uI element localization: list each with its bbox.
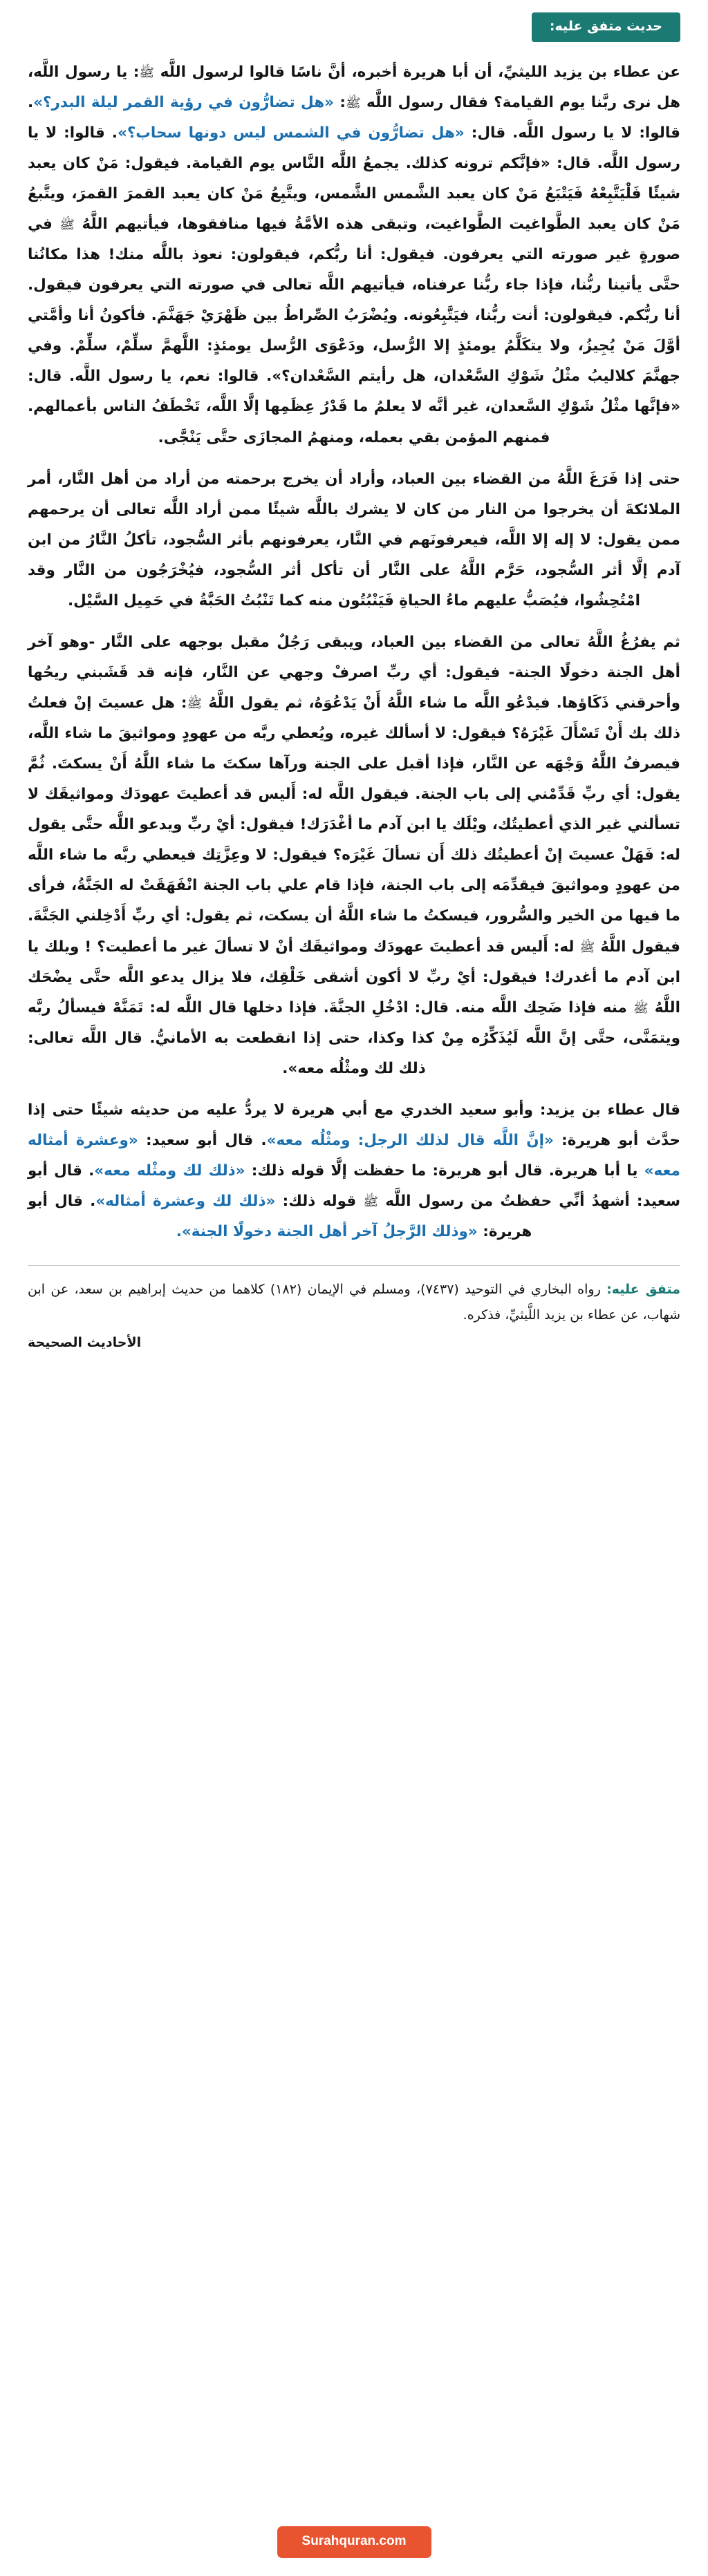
text-run: :: [334, 93, 346, 111]
sallallahu-alayhi-wasallam-symbol: ﷺ: [633, 1001, 649, 1016]
highlighted-phrase: «ذلك لك وعشرة أمثاله»: [95, 1193, 276, 1211]
hadith-grade-badge: حديث متفق عليه:: [532, 12, 680, 42]
header-bar: [0, 0, 708, 42]
text-run: عن عطاء بن يزيد الليثيِّ، أن أبا هريرة أخبره، أنَّ ناسًا قالوا لرسول اللَّه: [154, 63, 680, 81]
text-run: . قال أبو سعيد:: [138, 1131, 267, 1149]
hadith-body: [0, 42, 708, 1247]
highlighted-phrase: «ذلك لك ومثْله معه»: [94, 1162, 245, 1180]
sallallahu-alayhi-wasallam-symbol: ﷺ: [139, 65, 155, 80]
text-run: : هل عسيتَ إنْ فعلتُ ذلك بك أَنْ تَسْأَلَ غَيْرَهُ؟ فيقول: لا أسألك غيره، ويُعطي ربَّه من عهودٍ ومواثيقَ ما شاء اللَّه، فيصرفُ اللَّهُ وَجْهَه عن النَّار، فإذا أقبل على الجنة ورآها سكتَ ما شاء اللَّهُ أَنْ يسكتَ. ثُمَّ يقول: أي ربِّ قَدِّمْني إلى باب الجنة. فيقول اللَّه له: أَليس قد أعطيتَ عهودَك ومواثيقَك لا تسألني غير الذي أعطيتُك، ويْلَك يا ابن آدم ما أغْدَرَك! فيقول: أيْ ربِّ ويدعو اللَّه حتَّى يقول له: فَهَلْ عسيتَ إنْ أعطيتُك ذلك أَن تسألَ غَيْرَه؟ فيقول: لا وعِزَّتِك فيعطي ربَّه ما شاء اللَّه من عهودٍ ومواثيقَ فيقدِّمَه إلى باب الجنة، فإذا قام علي باب الجنة انْفَهَقَتْ له الجَنَّةُ، فرأى ما فيها من الخير والسُّرور، فيسكتُ ما شاء اللَّهُ أن يسكت، ثم يقول: أي ربِّ أَدْخِلني الجَنَّةَ. فيقول اللَّهُ: [28, 694, 680, 956]
collection-label: الأحاديث الصحيحة: [28, 1335, 142, 1351]
takhreej-source: [0, 1266, 708, 1328]
takhreej-label: متفق عليه:: [606, 1282, 680, 1298]
text-run: ثم يفرُغُ اللَّهُ تعالى من القضاء بين العباد، ويبقى رَجُلٌ مقبل بوجهه على النَّار -وهو آخر أهل الجنة دخولًا الجنة- فيقول: أي ربِّ اصرفْ وجهي عن النَّار، فإنه قد قَشَبني ريحُها وأحرقني ذَكَاؤها. فيدْعُو اللَّه ما شاء اللَّهُ أَنْ يَدْعُوَهُ، ثم يقول اللَّهُ: [28, 633, 680, 712]
highlighted-phrase: «هل تضارُّون في الشمس ليس دونها سحاب؟»: [117, 124, 465, 142]
text-run: يا أبا هريرة. قال أبو هريرة: ما حفظت إلَّا قوله ذلك:: [245, 1162, 644, 1180]
paragraph-4: [28, 1095, 680, 1247]
text-run: حتى إذا فَرَغَ اللَّهُ من القضاء بين العباد، وأراد أن يخرج برحمته من أراد من أهل النَّار، أمر الملائكةَ أن يخرجوا من النار من كان لا يشرك باللَّه شيئًا ممن أراد اللَّه تعالى أن يرحمهم ممن يقول: لا إله إلا اللَّه، فيعرفونَهم في النَّار، يعرفونهم بأثر السُّجود، تأكلُ النَّارُ من ابن آدم إلَّا أثر السُّجود، حَرَّم اللَّهُ على النَّار أن تأكل أثر السُّجود، فيُخْرَجُون من النَّار وقد امْتُحِشُوا، فيُصَبُّ عليهم ماءُ الحياةِ فَيَنْبُتُون منه كما تَنْبُتُ الحَبَّةُ في حَمِيل السَّيْل.: [28, 470, 680, 609]
text-run: له: أَليس قد أعطيتَ عهودَك ومواثيقَك أنْ لا تسألَ غير ما أعطيت؟ ! ويلك يا ابن آدم ما أغدرك! فيقول: أيْ ربِّ لا أكون أشقى خَلْقِك، فلا يزال يدعو اللَّه حتَّى يضْحَك اللَّهُ: [28, 938, 680, 1016]
text-run: . قال أبو سعيد: أشهدُ أنِّي حفظتُ من رسول اللَّه: [28, 1162, 680, 1211]
paragraph-3: [28, 627, 680, 1084]
footer-bar: [0, 2526, 708, 2558]
highlighted-phrase: «وعشرة أمثاله معه»: [28, 1131, 680, 1180]
text-run: في صورةٍ غير صورته التي يعرفون. فيقول: أنا ربُّكم، فيقولون: نعوذ باللَّه منك! هذا مكانُنا حتَّى يأتينا ربُّنا، فإذا جاء ربُّنا عرفناه، فيأتيهم اللَّه تعالى في صورته التي يعرفون فيقول. أنا ربُّكم. فيقولون: أنت ربُّنا، فيَتَّبِعُونه. ويُضْرَبُ الصِّراطُ بين ظَهْرَيْ جَهَنَّمَ. فأكونُ أنا وأمَّتي أوَّلَ مَنْ يُجِيزُ، ولا يتكَلَّمُ يومئذٍ إلا الرُّسل، ودَعْوَى الرُّسل يومئذٍ: اللَّهمَّ سلِّمْ، سلِّمْ. وفي جهنَّمَ كلاليبُ مثْلُ شَوْكِ السَّعْدان، هل رأيتم السَّعْدان؟». قالوا: نعم، يا رسول اللَّه. قال: «فإنَّها مثْلُ شَوْكِ السَّعدان، غير أنَّه لا يعلمُ ما قَدْرُ عِظَمِها إلَّا اللَّه، تَخْطَفُ الناس بأعمالهم. فمنهم المؤمن بقي بعمله، ومنهمُ المجازَى حتَّى يَنْجَّى.: [28, 216, 680, 446]
text-run: . قال أبو هريرة:: [28, 1193, 532, 1241]
text-run: قوله ذلك:: [275, 1193, 364, 1211]
sallallahu-alayhi-wasallam-symbol: ﷺ: [363, 1195, 379, 1210]
collection-name: [0, 1328, 708, 1350]
takhreej-text: رواه البخاري في التوحيد (٧٤٣٧)، ومسلم في الإيمان (١٨٢) كلاهما من حديث إبراهيم بن سعد، عن ابن شهاب، عن عطاء بن يزيد اللَّيثيِّ، فذكره.: [28, 1282, 680, 1323]
sallallahu-alayhi-wasallam-symbol: ﷺ: [187, 697, 203, 712]
sallallahu-alayhi-wasallam-symbol: ﷺ: [579, 940, 595, 955]
paragraph-1: [28, 57, 680, 453]
highlighted-phrase: «وذلك الرَّجلُ آخر أهل الجنة دخولًا الجنة».: [176, 1223, 478, 1241]
highlighted-phrase: «إنَّ اللَّه قال لذلك الرجل: ومثْلُه معه»: [266, 1131, 554, 1149]
text-run: . قالوا: لا يا رسول اللَّه. قال:: [28, 93, 680, 142]
highlighted-phrase: «هل تضارُّون في رؤية القمر ليلة البدر؟»: [33, 93, 335, 111]
text-run: : يا رسول اللَّه، هل نرى ربَّنا يوم القيامة؟ فقال رسول اللَّه: [28, 63, 680, 111]
sallallahu-alayhi-wasallam-symbol: ﷺ: [345, 95, 361, 111]
paragraph-2: [28, 464, 680, 616]
text-run: قال عطاء بن يزيد: وأبو سعيد الخدري مع أبي هريرة لا يردُّ عليه من حديثه شيئًا حتى إذا حدَّث أبو هريرة:: [28, 1101, 680, 1149]
surahquran-site-button[interactable]: Surahquran.com: [277, 2526, 431, 2558]
sallallahu-alayhi-wasallam-symbol: ﷺ: [59, 218, 75, 233]
text-run: . قالوا: لا يا رسول اللَّه. قال: «فإنَّكم ترونه كذلك. يجمعُ اللَّه النَّاس يوم القيامة. فيقول: مَنْ كان يعبد شيئًا فَلْيَتَّبِعْهُ فَيَتْبَعُ مَنْ كان يعبد الشَّمس الشَّمس، ويتَّبِعُ مَنْ كان يعبد القمرَ القمرَ، ويتَّبعُ مَنْ كان يعبد الطَّواغيت الطَّواغيت، وتبقى هذه الأمَّةُ فيها منافقوها، فيأتيهم اللَّهُ: [28, 124, 680, 234]
text-run: منه فإذا ضَحِك اللَّه منه. قال: ادْخُلِ الجنَّةَ. فإذا دخلها قال اللَّه له: تَمَنَّهْ فيسألُ ربَّه ويتمَنَّى، حتَّى إنَّ اللَّه لَيُذَكِّرُه مِنْ كذا وكذا، حتى إذا انقطعت به الأمانيُّ. قال اللَّه تعالى: ذلك لك ومثْلُه معه».: [28, 998, 680, 1077]
